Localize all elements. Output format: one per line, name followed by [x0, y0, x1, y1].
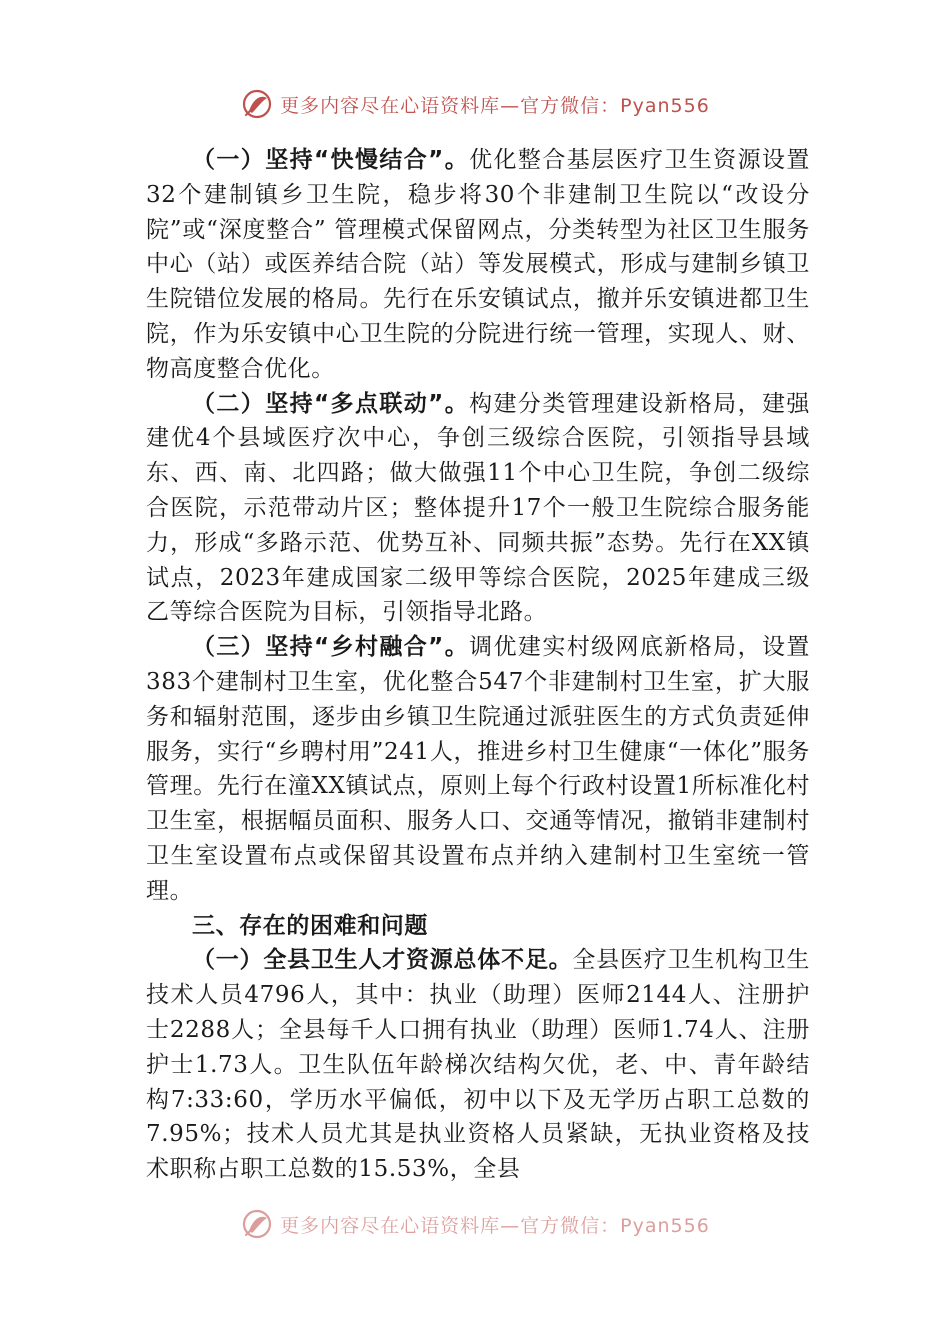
paragraph-3-lead: （三）坚持“乡村融合”。 [192, 634, 470, 661]
paragraph-1-lead: （一）坚持“快慢结合”。 [192, 147, 470, 173]
watermark-header [0, 84, 950, 124]
watermark-footer [0, 1204, 950, 1244]
logo-icon [240, 1207, 274, 1241]
paragraph-4-lead: （一）全县卫生人才资源总体不足。 [192, 947, 573, 974]
paragraph-1-body: 优化整合基层医疗卫生资源设置32个建制镇乡卫生院，稳步将30个非建制卫生院以“改设分院”或“深度整合” 管理模式保留网点，分类转型为社区卫生服务中心（站）或医养结合院（站）等发展模式，形成与建制乡镇卫生院错位发展的格局。先行在乐安镇试点，撤并乐安镇进都卫生院，作为乐安镇中心卫生院的分院进行统一管理，实现人、财、物高度整合优化。 [146, 147, 810, 382]
paragraph-2 [146, 387, 810, 631]
watermark-text: 更多内容尽在心语资料库—官方微信：Pyan556 [280, 1214, 710, 1237]
logo-icon [240, 87, 274, 121]
watermark-text: 更多内容尽在心语资料库—官方微信：Pyan556 [280, 94, 710, 117]
paragraph-4-body: 全县医疗卫生机构卫生技术人员4796人，其中：执业（助理）医师2144人、注册护士2288人；全县每千人口拥有执业（助理）医师1.74人、注册护士1.73人。卫生队伍年龄梯次结构欠优，老、中、青年龄结构7:33:60，学历水平偏低，初中以下及无学历占职工总数的7.95%；技术人员尤其是执业资格人员紧缺，无执业资格及技术职称占职工总数的15.53%，全县 [146, 947, 811, 1183]
paragraph-2-lead: （二）坚持“多点联动”。 [192, 390, 470, 417]
paragraph-2-body: 构建分类管理建设新格局，建强建优4个县域医疗次中心，争创三级综合医院，引领指导县域东、西、南、北四路；做大做强11个中心卫生院，争创二级综合医院，示范带动片区；整体提升17个一般卫生院综合服务能力，形成“多路示范、优势互补、同频共振”态势。先行在XX镇试点，2023年建成国家二级甲等综合医院，2025年建成三级乙等综合医院为目标，引领指导北路。 [146, 390, 810, 626]
document-body [146, 143, 810, 1187]
paragraph-1 [146, 143, 810, 387]
section-heading: 三、存在的困难和问题 [192, 912, 428, 939]
paragraph-3-body: 调优建实村级网底新格局，设置383个建制村卫生室，优化整合547个非建制村卫生室，扩大服务和辐射范围，逐步由乡镇卫生院通过派驻医生的方式负责延伸服务，实行“乡聘村用”241人，推进乡村卫生健康“一体化”服务管理。先行在潼XX镇试点，原则上每个行政村设置1所标准化村卫生室，根据幅员面积、服务人口、交通等情况，撤销非建制村卫生室设置布点或保留其设置布点并纳入建制村卫生室统一管理。 [146, 634, 810, 904]
paragraph-4 [146, 943, 810, 1187]
paragraph-3 [146, 630, 810, 908]
